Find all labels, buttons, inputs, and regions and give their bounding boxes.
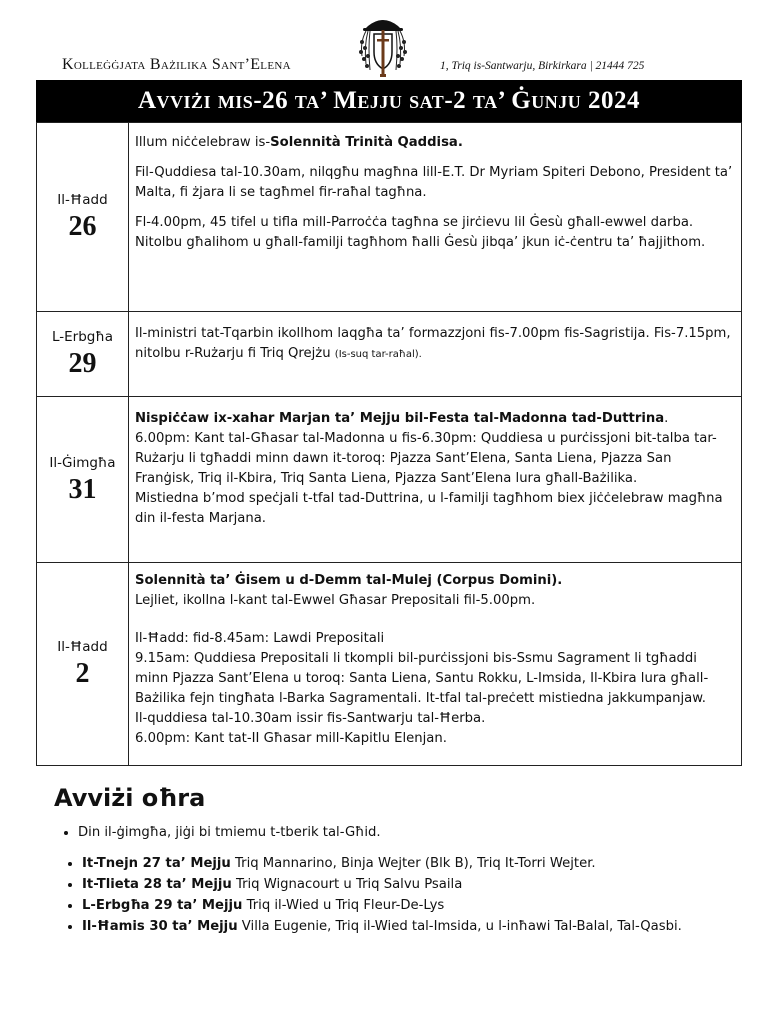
notice-text: Il-ministri tat-Tqarbin ikollhom laqgħa ta’ formazzjoni fis-7.00pm fis-Sagristija. Fis-7.15pm, nitolbu r-Rużarju fi Triq Qrejżu	[135, 326, 731, 361]
table-row	[37, 312, 742, 397]
blessing-date: L-Erbgħa 29 ta’ Mejju	[82, 898, 243, 913]
notice-paragraph: 6.00pm: Kant tal-Għasar tal-Madonna u fis-6.30pm: Quddiesa u purċissjoni bit-talba tar-Rużarju li tgħaddi minn dawn it-toroq: Pjazza Sant’Elena, Santa Liena, Pjazza San Franġisk, Triq il-Kbira, Triq Santa Liena, Pjazza Sant’Elena lura għall-Bażilika.	[135, 431, 717, 486]
letterhead	[36, 12, 742, 80]
list-item	[82, 916, 742, 937]
list-item	[82, 853, 742, 874]
notice-line: 6.00pm: Kant tat-II Għasar mill-Kapitlu Elenjan.	[135, 731, 447, 746]
notice-heading	[135, 409, 733, 429]
notice-note: (Is-suq tar-raħal).	[334, 349, 422, 360]
table-row	[37, 563, 742, 766]
day-cell	[37, 397, 129, 563]
notice-cell	[129, 123, 742, 312]
day-number: 29	[68, 348, 97, 379]
blessing-date: Il-Ħamis 30 ta’ Mejju	[82, 919, 238, 934]
day-number: 31	[68, 473, 97, 505]
notice-paragraph	[135, 324, 733, 365]
notice-paragraph: Fl-4.00pm, 45 tifel u tifla mill-Parroċċa tagħna se jirċievu lil Ġesù għall-ewwel darba. Nitolbu għalihom u għall-familji tagħhom ħalli Ġesù jibqa’ jkun iċ-ċentru ta’ ħajjithom.	[135, 215, 706, 250]
notice-line: 9.15am: Quddiesa Prepositali li tkompli bil-purċissjoni bis-Ssmu Sagrament li tgħaddi minn Pjazza Sant’Elena u toroq: Santa Liena, Santu Rokku, L-Imsida, Il-Kbira lura għall-Bażilika fejn tingħata l-Barka Sagramentali. It-tfal tal-preċett mistiedna jakkumpanjaw.	[135, 651, 709, 706]
blessing-date: It-Tlieta 28 ta’ Mejju	[82, 877, 232, 892]
notice-cell	[129, 563, 742, 766]
blessing-streets: Triq il-Wied u Triq Fleur-De-Lys	[246, 898, 445, 913]
notice-cell	[129, 312, 742, 397]
notice-line: Il-Ħadd: fid-8.45am: Lawdi Prepositali	[135, 631, 385, 646]
blessing-date: It-Tnejn 27 ta’ Mejju	[82, 856, 231, 871]
notice-line: Il-quddiesa tal-10.30am issir fis-Santwarju tal-Ħerba.	[135, 711, 486, 726]
feast-name: Solennità ta’ Ġisem u d-Demm tal-Mulej (Corpus Domini).	[135, 573, 563, 588]
feast-name: Solennità Trinità Qaddisa.	[270, 135, 463, 150]
day-name: Il-Ħadd	[57, 192, 108, 208]
notice-cell	[129, 397, 742, 563]
table-row	[37, 397, 742, 563]
notice-paragraph	[135, 133, 733, 153]
parish-name: Kolleġġjata Bażilika Sant’Elena	[62, 56, 291, 73]
schedule-table	[36, 122, 742, 766]
list-item	[82, 895, 742, 916]
day-name: L-Erbgħa	[51, 329, 114, 345]
day-cell	[37, 563, 129, 766]
day-number: 26	[68, 211, 97, 242]
blessing-schedule-list	[52, 853, 742, 937]
spacer	[135, 611, 733, 629]
feast-name: Nispiċċaw ix-xahar Marjan ta’ Mejju bil-Festa tal-Madonna tad-Duttrina	[135, 411, 665, 426]
coat-of-arms-icon	[354, 12, 412, 78]
notice-paragraph: Mistiedna b’mod speċjali t-tfal tad-Duttrina, u l-familji tagħhom biex jiċċelebraw magħna din il-festa Marjana.	[135, 491, 723, 526]
list-item: • Din il-ġimgħa, jiġi bi tmiemu t-tberik tal-Għid.	[78, 822, 742, 843]
notice-paragraph: Fil-Quddiesa tal-10.30am, nilqgħu magħna lill-E.T. Dr Myriam Spiteri Debono, President ta’ Malta, fi żjara li se tagħmel fir-raħal tagħna.	[135, 165, 733, 200]
day-cell	[37, 123, 129, 312]
blessing-streets: Villa Eugenie, Triq il-Wied tal-Imsida, u l-inħawi Tal-Balal, Tal-Qasbi.	[241, 919, 682, 934]
page-title: Avviżi mis-26 ta’ Mejju sat-2 ta’ Ġunju 2024	[36, 80, 742, 122]
notice-line: Lejliet, ikollna l-kant tal-Ewwel Għasar Prepositali fil-5.00pm.	[135, 593, 536, 608]
list-item	[82, 874, 742, 895]
other-notices-heading: Avviżi oħra	[54, 784, 206, 812]
day-cell	[37, 312, 129, 397]
day-name: Il-Ġimgħa	[49, 454, 116, 471]
punctuation: .	[664, 411, 669, 426]
notices-list	[52, 822, 742, 843]
blessing-streets: Triq Wignacourt u Triq Salvu Psaila	[235, 877, 463, 892]
parish-address: 1, Triq is-Santwarju, Birkirkara | 21444 725	[440, 60, 645, 72]
day-name: Il-Ħadd	[57, 639, 108, 655]
table-row	[37, 123, 742, 312]
day-number: 2	[75, 658, 90, 689]
other-notices	[52, 822, 742, 937]
blessing-streets: Triq Mannarino, Binja Wejter (Blk B), Triq It-Torri Wejter.	[235, 856, 596, 871]
notice-text: Illum niċċelebraw is-	[135, 135, 271, 150]
